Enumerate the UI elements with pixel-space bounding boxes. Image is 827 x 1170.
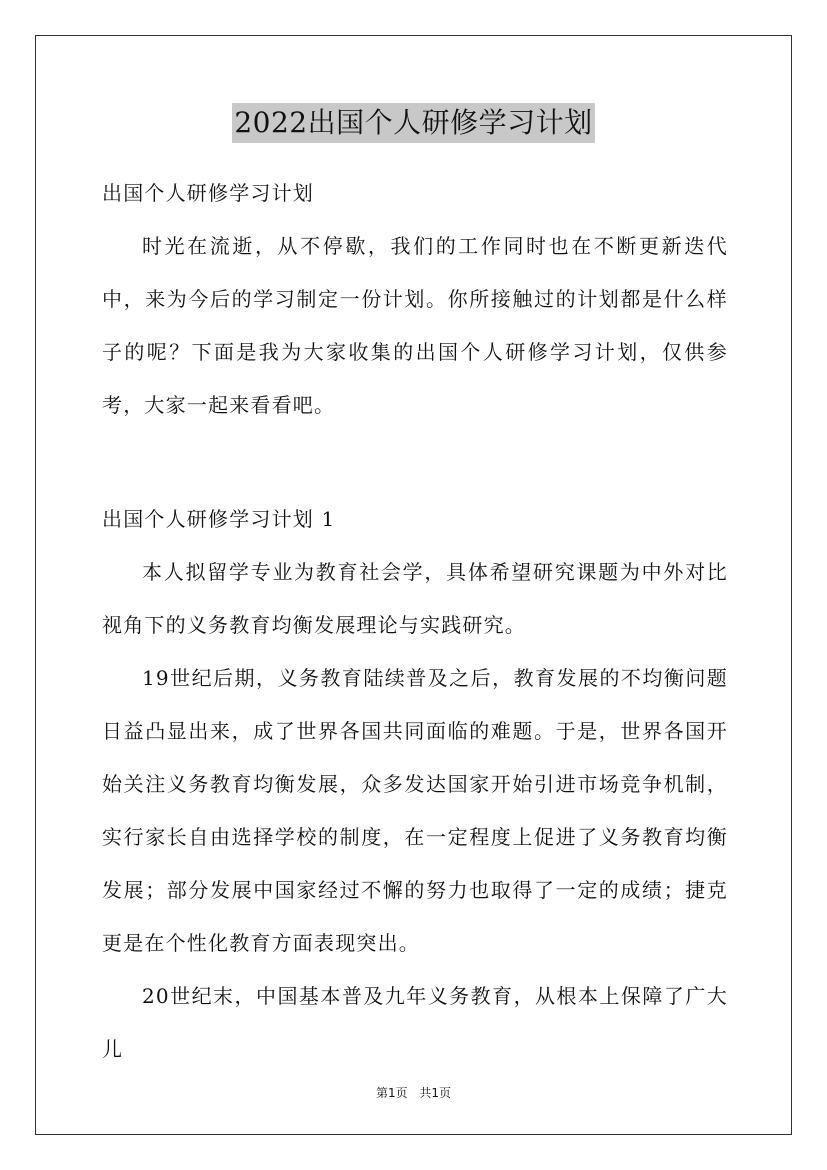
intro-heading: 出国个人研修学习计划 xyxy=(102,181,314,205)
intro-block xyxy=(102,167,728,432)
document-title xyxy=(0,103,827,143)
section-1-paragraph-2: 19世纪后期，义务教育陆续普及之后，教育发展的不均衡问题日益凸显出来，成了世界各国共同面临的难题。于是，世界各国开始关注义务教育均衡发展，众多发达国家开始引进市场竞争机制，实行家长自由选择学校的制度，在一定程度上促进了义务教育均衡发展；部分发展中国家经过不懈的努力也取得了一定的成绩；捷克更是在个性化教育方面表现突出。 xyxy=(102,666,728,955)
document-title-text: 2022出国个人研修学习计划 xyxy=(232,103,594,143)
section-1-paragraph-1: 本人拟留学专业为教育社会学，具体希望研究课题为中外对比视角下的义务教育均衡发展理论与实践研究。 xyxy=(102,560,728,637)
page-footer xyxy=(0,1084,827,1101)
page-number: 第1页 xyxy=(375,1086,408,1100)
intro-paragraph: 时光在流逝，从不停歇，我们的工作同时也在不断更新迭代中，来为今后的学习制定一份计划。你所接触过的计划都是什么样子的呢？下面是我为大家收集的出国个人研修学习计划，仅供参考，大家一起来看看吧。 xyxy=(102,234,728,417)
section-1-paragraph-3: 20世纪末，中国基本普及九年义务教育，从根本上保障了广大儿 xyxy=(102,984,728,1061)
section-1-block xyxy=(102,493,728,1076)
section-1-heading: 出国个人研修学习计划 1 xyxy=(102,507,336,531)
page-total: 共1页 xyxy=(419,1086,452,1100)
